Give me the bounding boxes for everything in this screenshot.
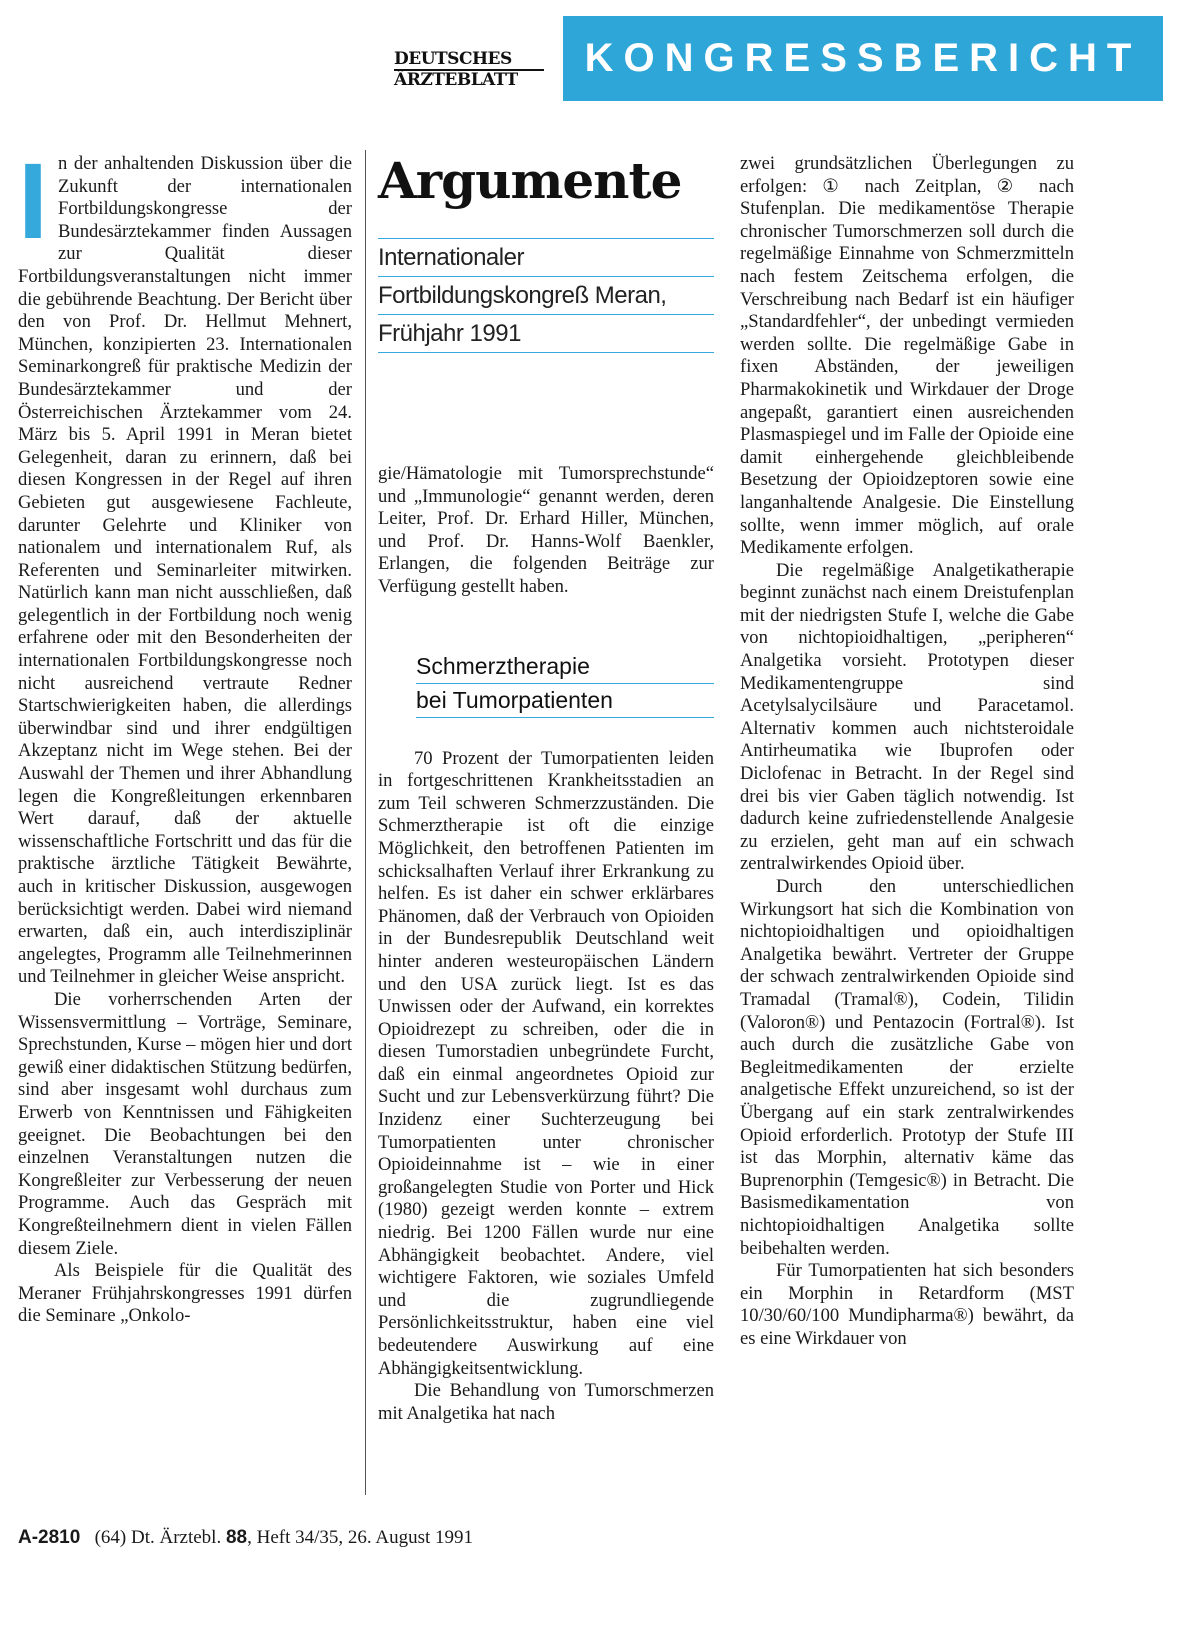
section-heading [416, 650, 714, 718]
article-column-2 [378, 463, 714, 1425]
footer-volume: 88 [225, 1527, 248, 1548]
masthead-line1: DEUTSCHES [394, 50, 544, 71]
masthead-logo [394, 50, 544, 96]
article-title: Argumente [378, 151, 682, 210]
paragraph: Für Tumorpatienten hat sich besonders ein Morphin in Retardform (MST 10/30/60/100 Mundipharma®) bewährt, da es eine Wirkdauer von [740, 1260, 1074, 1349]
article-column-3 [740, 153, 1074, 1350]
paragraph: 70 Prozent der Tumorpatienten leiden in fortgeschrittenen Krankheitsstadien an zum Teil schweren Schmerzzuständen. Die Schmerztherapie ist oft die einzige Möglichkeit, den betroffenen Patienten im schicksalhaften Verlauf ihrer Erkrankung zu helfen. Es ist daher ein schwer erklärbares Phänomen, daß der Verbrauch von Opioiden in der Bundesrepublik Deutschland weit hinter anderen westeuropäischen Ländern und den USA zurück liegt. Ist es das Unwissen oder der Aufwand, ein korrektes Opioidrezept zu schreiben, oder die in diesen Tumorstadien unbegründete Furcht, daß ein einmal angeordnetes Opioid zur Sucht und zur Lebensverkürzung führt? Die Inzidenz einer Suchterzeugung bei Tumorpatienten unter chronischer Opioideinnahme ist – wie in einer großangelegten Studie von Porter und Hick (1980) gezeigt werden konnte – extrem niedrig. Bei 1200 Fällen wurde nur eine Abhängigkeit beobachtet. Andere, viel wichtigere Faktoren, wie soziales Umfeld und die zugrundliegende Persönlichkeitsstruktur, haben eine viel bedeutendere Auswirkung auf eine Abhängigkeitsentwicklung. [378, 747, 714, 1379]
page-number: A-2810 [18, 1527, 81, 1548]
paragraph: Durch den unterschiedlichen Wirkungsort hat sich die Kombination von nichtopioidhaltigen und opioidhaltigen Analgetika bewährt. Vertreter der Gruppe der schwach zentralwirkenden Opioide sind Tramadal (Tramal®), Codein, Tilidin (Valoron®) und Pentazocin (Fortral®). Ist auch durch die zusätzliche Gabe von Begleitmedikamenten der erzielte analgetische Effekt unzureichend, so ist der Übergang auf ein stark zentralwirkendes Opioid erforderlich. Prototyp der Stufe III ist das Morphin, alternativ käme das Buprenorphin (Temgesic®) in Betracht. Die Basismedikamentation von nichtopioidhaltigen Analgetika sollte beibehalten werden. [740, 876, 1074, 1259]
heading-line: bei Tumorpatienten [416, 684, 714, 718]
paragraph: zwei grundsätzlichen Überlegungen zu erfolgen: ① nach Zeitplan, ② nach Stufenplan. Die medikamentöse Therapie chronischer Tumorschmerzen soll durch die regelmäßige Einnahme von Schmerzmitteln nach festem Zeitschema erfolgen, die Verschreibung nach Bedarf ist ein häufiger „Standardfehler“, der unbedingt vermieden werden sollte. Die regelmäßige Gabe in fixen Abständen, der jeweiligen Pharmakokinetik und Wirkdauer der Droge angepaßt, garantiert einen ausreichenden Plasmaspiegel und im Falle der Opioide eine damit einhergehende gleichbleibende Besetzung der Opioidzeptoren sowie eine langanhaltende Analgesie. Die Einstellung sollte, wenn immer möglich, auf orale Medikamente erfolgen. [740, 153, 1074, 559]
footer-issue: , Heft 34/35, 26. August 1991 [247, 1527, 473, 1548]
paragraph: Als Beispiele für die Qualität des Meraner Frühjahrskongresses 1991 dürfen die Seminare „Onkolo- [18, 1260, 352, 1327]
subtitle-line: Frühjahr 1991 [378, 315, 714, 353]
paragraph: Die Behandlung von Tumorschmerzen mit Analgetika hat nach [378, 1380, 714, 1424]
article-subtitle [378, 238, 714, 353]
page-footer [18, 1527, 818, 1549]
heading-line: Schmerztherapie [416, 650, 714, 684]
footer-journal: (64) Dt. Ärztebl. [94, 1527, 222, 1548]
paragraph: Die vorherrschenden Arten der Wissensvermittlung – Vorträge, Seminare, Sprechstunden, Kurse – mögen hier und dort gewiß einer didaktischen Stützung bedürfen, sind aber insgesamt wohl durchaus zum Erwerb von Kenntnissen und Fähigkeiten geeignet. Die Beobachtungen bei den einzelnen Veranstaltungen nutzen die Kongreßleiter zur Verbesserung der neuen Programme. Auch das Gespräch mit Kongreßteilnehmern dient in vielen Fällen diesem Ziele. [18, 988, 352, 1259]
drop-cap: I [18, 140, 49, 261]
column-divider [365, 150, 366, 1495]
subtitle-line: Internationaler [378, 238, 714, 277]
section-banner: KONGRESSBERICHT [563, 16, 1163, 101]
subtitle-line: Fortbildungskongreß Meran, [378, 277, 714, 315]
masthead-line2: ÄRZTEBLATT [394, 70, 518, 90]
article-column-1 [18, 140, 352, 1328]
paragraph: n der anhaltenden Diskussion über die Zukunft der internationalen Fortbildungskongresse der Bundesärztekammer finden Aussagen zur Qualität dieser Fortbildungsveranstaltungen nicht immer die gebührende Beachtung. Der Bericht über den von Prof. Dr. Hellmut Mehnert, München, konzipierten 23. Internationalen Seminarkongreß für praktische Medizin der Bundesärztekammer und der Österreichischen Ärztekammer vom 24. März bis 5. April 1991 in Meran bietet Gelegenheit, daran zu erinnern, daß bei diesen Kongressen in der Regel auf ihren Gebieten gut ausgewiesene Fachleute, darunter Gelehrte und Kliniker von nationalem und internationalem Ruf, als Referenten und Seminarleiter mitwirken. Natürlich kann man nicht ausschließen, daß gelegentlich in der Fortbildung noch wenig erfahrene oder mit den Besonderheiten der internationalen Fortbildungskongresse noch nicht ausreichend vertraute Redner Startschwierigkeiten haben, die allerdings überwindbar sind und ihrer endgültigen Akzeptanz nicht im Wege stehen. Bei der Auswahl der Themen und ihrer Abhandlung legen die Kongreßleitungen erkennbaren Wert darauf, daß der aktuelle wissenschaftliche Fortschritt und das für die praktische ärztliche Tätigkeit Bewährte, auch in kritischer Diskussion, ausgewogen berücksichtigt werden. Dabei wird niemand erwarten, daß ein, auch interdisziplinär angelegtes, Programm alle Teilnehmerinnen und Teilnehmer in gleicher Weise anspricht. [18, 153, 352, 988]
paragraph: gie/Hämatologie mit Tumorsprechstunde“ und „Immunologie“ genannt werden, deren Leiter, Prof. Dr. Erhard Hiller, München, und Prof. Dr. Hanns-Wolf Baenkler, Erlangen, die folgenden Beiträge zur Verfügung gestellt haben. [378, 463, 714, 597]
paragraph: Die regelmäßige Analgetikatherapie beginnt zunächst nach einem Dreistufenplan mit der niedrigsten Stufe I, welche die Gabe von nichtopioidhaltigen, „peripheren“ Analgetika vorsieht. Prototypen dieser Medikamentengruppe sind Acetylsalycilsäure und Paracetamol. Alternativ kommen auch nichtsteroidale Antirheumatika wie Ibuprofen oder Diclofenac in Betracht. In der Regel sind drei bis vier Gaben täglich notwendig. Ist dadurch keine zufriedenstellende Analgesie zu erzielen, geht man auf ein schwach zentralwirkendes Opioid über. [740, 559, 1074, 875]
